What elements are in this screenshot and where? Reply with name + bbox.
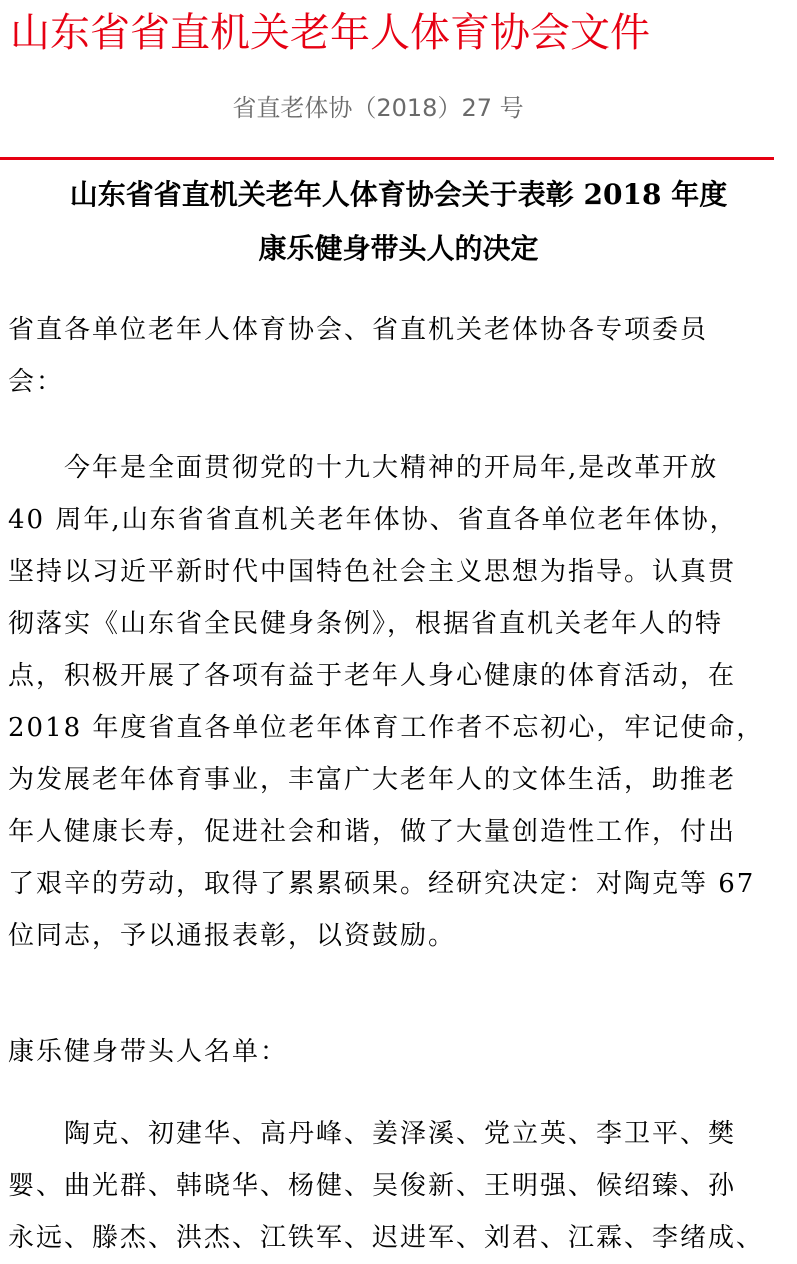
doc-number: 省直老体协（2018）27 号 <box>232 94 524 122</box>
paragraph-line-7: 为发展老年体育事业，丰富广大老年人的文体生活，助推老 <box>8 765 737 795</box>
name-list-line-3: 永远、滕杰、洪杰、江铁军、迟进军、刘君、江霖、李绪成、 <box>8 1223 765 1253</box>
paragraph-line-10: 位同志，予以通报表彰，以资鼓励。 <box>8 921 457 951</box>
name-list-line-2: 婴、曲光群、韩晓华、杨健、吴俊新、王明强、候绍臻、孙 <box>8 1171 737 1201</box>
title-line-2: 康乐健身带头人的决定 <box>258 232 539 265</box>
paragraph-line-2: 40 周年,山东省省直机关老年体协、省直各单位老年体协， <box>8 505 738 535</box>
red-divider <box>0 157 774 160</box>
addressee-line-1: 省直各单位老年人体育协会、省直机关老体协各专项委员 <box>8 315 709 345</box>
addressee <box>8 304 778 408</box>
list-heading <box>8 1026 778 1078</box>
name-list <box>8 1108 778 1264</box>
main-paragraph <box>8 442 778 962</box>
document-title <box>0 168 797 276</box>
document-header <box>0 0 797 160</box>
list-heading-text: 康乐健身带头人名单： <box>8 1037 289 1067</box>
paragraph-line-4: 彻落实《山东省全民健身条例》，根据省直机关老年人的特 <box>8 609 724 639</box>
paragraph-line-6: 2018 年度省直各单位老年体育工作者不忘初心，牢记使命， <box>8 713 765 743</box>
org-title: 山东省省直机关老年人体育协会文件 <box>10 10 650 56</box>
paragraph-line-9: 了艰辛的劳动，取得了累累硕果。经研究决定：对陶克等 67 <box>8 869 756 899</box>
paragraph-line-8: 年人健康长寿，促进社会和谐，做了大量创造性工作，付出 <box>8 817 737 847</box>
title-line-1: 山东省省直机关老年人体育协会关于表彰 2018 年度 <box>69 178 728 211</box>
name-list-line-1: 陶克、初建华、高丹峰、姜泽溪、党立英、李卫平、樊 <box>8 1119 737 1149</box>
paragraph-line-3: 坚持以习近平新时代中国特色社会主义思想为指导。认真贯 <box>8 557 737 587</box>
paragraph-line-5: 点，积极开展了各项有益于老年人身心健康的体育活动，在 <box>8 661 737 691</box>
paragraph-line-1: 今年是全面贯彻党的十九大精神的开局年,是改革开放 <box>8 453 719 483</box>
addressee-line-2: 会： <box>8 367 65 397</box>
